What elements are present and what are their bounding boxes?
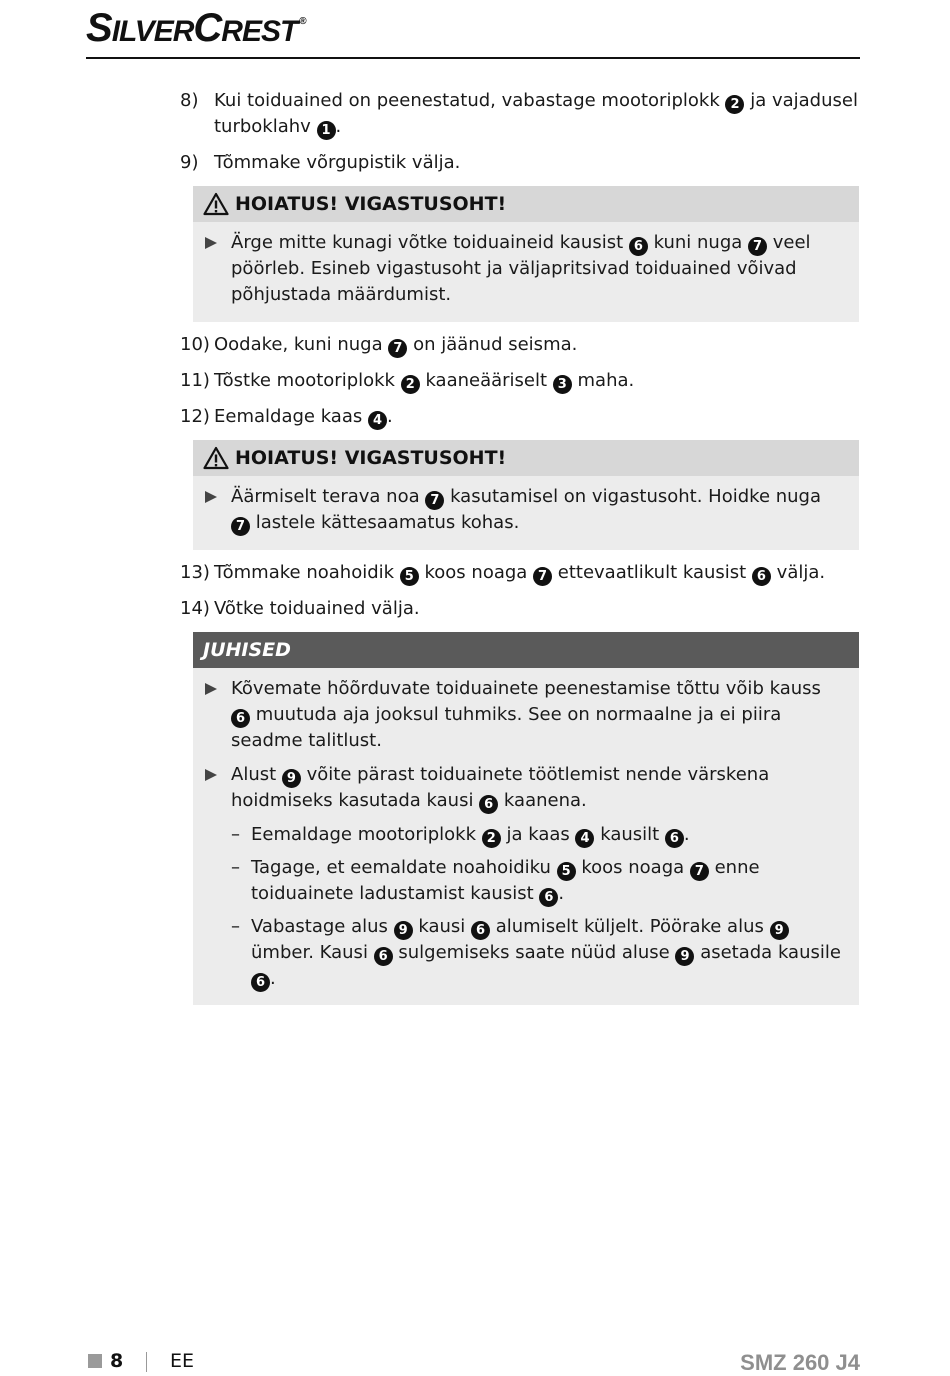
bullet-text	[231, 486, 821, 533]
text-run: Äärmiselt terava noa	[231, 486, 426, 507]
step-text	[214, 152, 460, 173]
part-number-badge: 2	[401, 375, 420, 394]
dash-marker: –	[231, 916, 240, 937]
footer-square-icon	[88, 1354, 102, 1368]
part-number-badge: 6	[251, 973, 270, 992]
part-number-badge: 5	[557, 862, 576, 881]
part-number-badge: 6	[629, 237, 648, 256]
part-number-badge: 6	[374, 947, 393, 966]
part-number-badge: 5	[400, 567, 419, 586]
step-text	[214, 370, 634, 391]
text-run: enne toiduainete ladustamist kausist	[251, 857, 760, 904]
part-number-badge: 6	[471, 921, 490, 940]
text-run: maha.	[571, 370, 635, 391]
notes-box	[193, 632, 859, 1005]
text-run: muutuda aja jooksul tuhmiks. See on normaalne ja ei piira seadme talitlust.	[231, 704, 782, 751]
warning-bullet	[205, 484, 845, 536]
text-run: Vabastage alus	[251, 916, 394, 937]
text-run: kausilt	[594, 824, 665, 845]
warning-triangle-icon	[203, 192, 229, 216]
part-number-badge: 6	[752, 567, 771, 586]
text-run: Oodake, kuni nuga	[214, 334, 389, 355]
brand-logo: SILVERCREST ®	[86, 6, 306, 50]
bullet-text	[231, 678, 821, 751]
part-number-badge: 9	[394, 921, 413, 940]
text-run: koos noaga	[418, 562, 534, 583]
step-number: 9)	[180, 152, 199, 173]
bullet-text	[231, 764, 769, 811]
part-number-badge: 7	[533, 567, 552, 586]
text-run: koos noaga	[575, 857, 690, 878]
warning-box	[193, 186, 859, 322]
text-run: Tõmmake noahoidik	[214, 562, 400, 583]
text-run: veel pöörleb. Esineb vigastusoht ja väljapritsivad toiduained võivad põhjustada määrdumist.	[231, 232, 811, 305]
subitem-text	[251, 916, 841, 989]
note-subitem	[205, 914, 845, 992]
text-run: .	[335, 116, 342, 137]
text-run: Tagage, et eemaldate noahoidiku	[251, 857, 557, 878]
step-text	[214, 334, 577, 355]
part-number-badge: 7	[690, 862, 709, 881]
model-number: SMZ 260 J4	[740, 1350, 860, 1375]
text-run: ümber. Kausi	[251, 942, 374, 963]
part-number-badge: 1	[317, 121, 336, 140]
part-number-badge: 4	[368, 411, 387, 430]
step-number: 12)	[180, 406, 210, 427]
text-run: alumiselt küljelt. Pöörake alus	[490, 916, 770, 937]
page-footer	[86, 1350, 860, 1376]
text-run: ettevaatlikult kausist	[552, 562, 752, 583]
notes-header	[193, 632, 859, 668]
note-bullet	[205, 762, 845, 814]
warning-title: HOIATUS! VIGASTUSOHT!	[235, 447, 507, 469]
note-bullet	[205, 676, 845, 754]
warning-title: HOIATUS! VIGASTUSOHT!	[235, 193, 507, 215]
text-run: Tõmmake võrgupistik välja.	[214, 152, 461, 173]
step-text	[214, 562, 825, 583]
text-run: lastele kättesaamatus kohas.	[250, 512, 520, 533]
text-run: .	[386, 406, 393, 427]
part-number-badge: 9	[675, 947, 694, 966]
text-run: Alust	[231, 764, 282, 785]
dash-marker: –	[231, 824, 240, 845]
text-run: kaanena.	[498, 790, 587, 811]
part-number-badge: 7	[425, 491, 444, 510]
part-number-badge: 2	[725, 95, 744, 114]
text-run: .	[683, 824, 690, 845]
warning-box	[193, 440, 859, 550]
part-number-badge: 6	[539, 888, 558, 907]
part-number-badge: 3	[553, 375, 572, 394]
part-number-badge: 6	[231, 709, 250, 728]
text-run: asetada kausile	[694, 942, 841, 963]
bullet-text	[231, 232, 811, 305]
text-run: ja kaas	[500, 824, 576, 845]
part-number-badge: 6	[665, 829, 684, 848]
text-run: ja vajadusel turboklahv	[214, 90, 858, 137]
bullet-arrow-icon	[205, 491, 217, 503]
warning-bullet	[205, 230, 845, 308]
header-rule	[86, 57, 860, 59]
part-number-badge: 7	[388, 339, 407, 358]
text-run: kaaneääriselt	[419, 370, 553, 391]
part-number-badge: 7	[231, 517, 250, 536]
step-text	[214, 598, 420, 619]
step-item	[180, 596, 860, 622]
warning-header	[193, 186, 859, 222]
text-run: Kõvemate hõõrduvate toiduainete peenestamise tõttu võib kauss	[231, 678, 821, 699]
part-number-badge: 6	[479, 795, 498, 814]
step-item	[180, 560, 860, 586]
bullet-arrow-icon	[205, 237, 217, 249]
warning-header	[193, 440, 859, 476]
text-run: kasutamisel on vigastusoht. Hoidke nuga	[444, 486, 822, 507]
text-run: Tõstke mootoriplokk	[214, 370, 401, 391]
text-run: Eemaldage kaas	[214, 406, 368, 427]
part-number-badge: 7	[748, 237, 767, 256]
instructions-content	[180, 88, 860, 1015]
step-text	[214, 406, 393, 427]
part-number-badge: 2	[482, 829, 501, 848]
step-item	[180, 88, 860, 140]
text-run: .	[558, 883, 565, 904]
part-number-badge: 9	[282, 769, 301, 788]
bullet-arrow-icon	[205, 769, 217, 781]
step-item	[180, 332, 860, 358]
subitem-text	[251, 824, 690, 845]
subitem-text	[251, 857, 760, 904]
text-run: kausi	[412, 916, 472, 937]
step-item	[180, 150, 860, 176]
dash-marker: –	[231, 857, 240, 878]
step-number: 10)	[180, 334, 210, 355]
page-number: 8	[110, 1350, 124, 1372]
text-run: .	[270, 968, 276, 989]
text-run: Eemaldage mootoriplokk	[251, 824, 482, 845]
text-run: Võtke toiduained välja.	[214, 598, 420, 619]
footer-divider	[146, 1352, 147, 1372]
step-number: 13)	[180, 562, 210, 583]
note-subitem	[205, 822, 845, 848]
step-number: 14)	[180, 598, 210, 619]
text-run: Ärge mitte kunagi võtke toiduaineid kausist	[231, 232, 629, 253]
text-run: on jäänud seisma.	[407, 334, 578, 355]
bullet-arrow-icon	[205, 683, 217, 695]
step-text	[214, 90, 858, 137]
warning-triangle-icon	[203, 446, 229, 470]
notes-title: JUHISED	[203, 639, 291, 661]
part-number-badge: 4	[575, 829, 594, 848]
text-run: sulgemiseks saate nüüd aluse	[392, 942, 676, 963]
text-run: Kui toiduained on peenestatud, vabastage mootoriplokk	[214, 90, 726, 111]
text-run: võite pärast toiduainete töötlemist nende värskena hoidmiseks kasutada kausi	[231, 764, 770, 811]
step-item	[180, 368, 860, 394]
text-run: kuni nuga	[647, 232, 749, 253]
step-number: 11)	[180, 370, 210, 391]
step-item	[180, 404, 860, 430]
language-code: EE	[170, 1350, 195, 1372]
step-number: 8)	[180, 90, 199, 111]
note-subitem	[205, 855, 845, 907]
part-number-badge: 9	[770, 921, 789, 940]
text-run: välja.	[770, 562, 826, 583]
